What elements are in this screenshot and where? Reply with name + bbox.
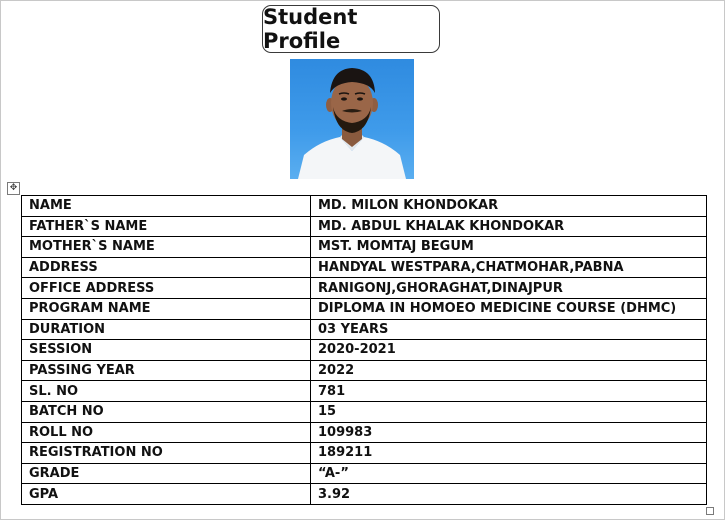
field-label: SL. NO <box>22 381 311 402</box>
table-row <box>22 443 707 464</box>
table-row <box>22 237 707 258</box>
field-value: 2020-2021 <box>311 340 707 361</box>
table-row <box>22 484 707 505</box>
table-row <box>22 422 707 443</box>
field-value: 3.92 <box>311 484 707 505</box>
table-row <box>22 278 707 299</box>
field-value: RANIGONJ,GHORAGHAT,DINAJPUR <box>311 278 707 299</box>
field-label: NAME <box>22 196 311 217</box>
field-label: MOTHER`S NAME <box>22 237 311 258</box>
table-row <box>22 257 707 278</box>
field-value: 2022 <box>311 360 707 381</box>
table-row <box>22 319 707 340</box>
student-portrait-icon <box>290 59 414 179</box>
field-value: 781 <box>311 381 707 402</box>
field-label: SESSION <box>22 340 311 361</box>
field-value: MST. MOMTAJ BEGUM <box>311 237 707 258</box>
table-row <box>22 401 707 422</box>
field-value: HANDYAL WESTPARA,CHATMOHAR,PABNA <box>311 257 707 278</box>
table-row <box>22 196 707 217</box>
field-value: “A-” <box>311 463 707 484</box>
field-label: GRADE <box>22 463 311 484</box>
page-title: Student Profile <box>262 5 440 53</box>
field-label: PASSING YEAR <box>22 360 311 381</box>
field-label: REGISTRATION NO <box>22 443 311 464</box>
field-label: PROGRAM NAME <box>22 298 311 319</box>
field-label: OFFICE ADDRESS <box>22 278 311 299</box>
field-value: MD. MILON KHONDOKAR <box>311 196 707 217</box>
field-value: 189211 <box>311 443 707 464</box>
field-label: ROLL NO <box>22 422 311 443</box>
field-label: DURATION <box>22 319 311 340</box>
table-row <box>22 340 707 361</box>
table-resize-handle[interactable] <box>706 507 714 515</box>
table-row <box>22 216 707 237</box>
field-value: 109983 <box>311 422 707 443</box>
field-label: GPA <box>22 484 311 505</box>
profile-table <box>21 195 707 505</box>
field-value: MD. ABDUL KHALAK KHONDOKAR <box>311 216 707 237</box>
table-row <box>22 381 707 402</box>
table-row <box>22 360 707 381</box>
field-label: BATCH NO <box>22 401 311 422</box>
field-value: DIPLOMA IN HOMOEO MEDICINE COURSE (DHMC) <box>311 298 707 319</box>
table-row <box>22 463 707 484</box>
table-row <box>22 298 707 319</box>
field-value: 15 <box>311 401 707 422</box>
field-label: FATHER`S NAME <box>22 216 311 237</box>
field-value: 03 YEARS <box>311 319 707 340</box>
field-label: ADDRESS <box>22 257 311 278</box>
student-photo <box>290 59 414 179</box>
table-move-handle-icon[interactable]: ✥ <box>7 182 20 195</box>
